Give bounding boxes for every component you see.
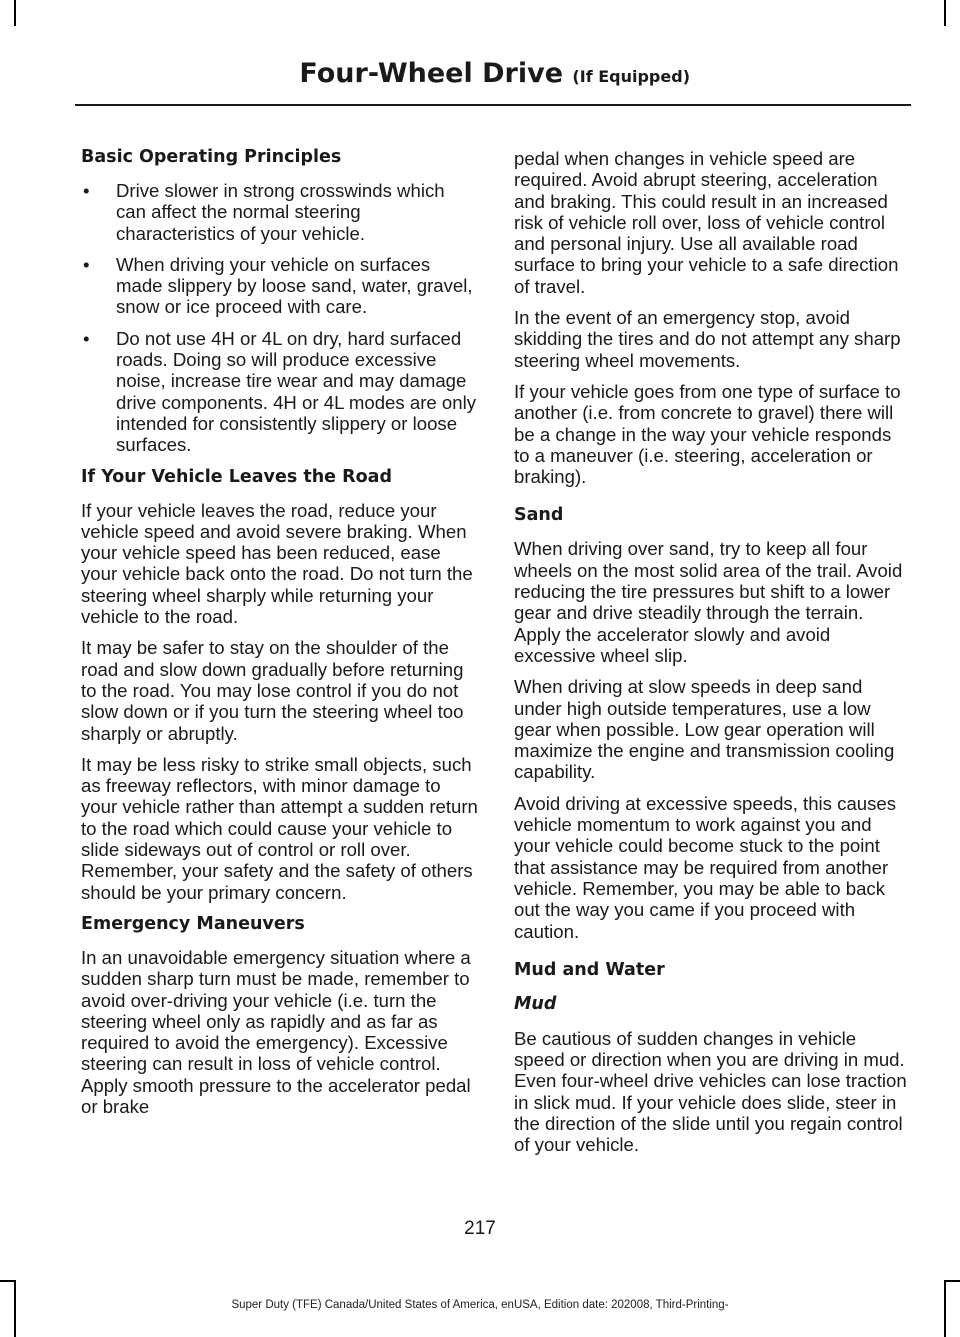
paragraph: It may be safer to stay on the shoulder of the road and slow down gradually before returning to the road. You may lose control if you do not slow down or if you turn the steering wheel too sharply or abruptly. [81,637,464,744]
header-subtitle: (If Equipped) [572,67,690,86]
bullet-icon: • [83,180,90,201]
crop-mark-bottom-right-horizontal [944,1280,960,1282]
list-item-text: Do not use 4H or 4L on dry, hard surfaced roads. Doing so will produce excessive noise, increase tire wear and may damage drive components. 4H or 4L modes are only intended for consistently slippery or loose surfaces. [116,327,477,456]
list-item-text: When driving your vehicle on surfaces made slippery by loose sand, water, gravel, snow or ice proceed with care. [116,253,473,318]
page-number: 217 [464,1218,496,1239]
right-column [514,148,908,1166]
paragraph: In an unavoidable emergency situation where a sudden sharp turn must be made, remember to avoid over-driving your vehicle (i.e. turn the steering wheel only as rapidly and as far as required to avoid the emergency). Excessive steering can result in loss of vehicle control. Apply smooth pressure to the accelerator pedal or brake [81,946,471,1117]
paragraph: If your vehicle leaves the road, reduce your vehicle speed and avoid severe braking. When your vehicle speed has been reduced, ease your vehicle back onto the road. Do not turn the steering wheel sharply while returning your vehicle to the road. [81,499,473,628]
paragraph: If your vehicle goes from one type of surface to another (i.e. from concrete to gravel) there will be a change in the way your vehicle responds to a maneuver (i.e. steering, acceleration or braking). [514,380,901,488]
bullet-icon: • [83,327,90,349]
header-title: Four-Wheel Drive [299,58,564,89]
principles-bullet-list [81,180,479,456]
list-item-text: Drive slower in strong crosswinds which can affect the normal steering characteristics of your vehicle. [116,180,445,244]
header-divider [75,104,911,106]
paragraph: In the event of an emergency stop, avoid skidding the tires and do not attempt any sharp steering wheel movements. [514,307,901,371]
bullet-icon: • [83,253,90,275]
paragraph: Avoid driving at excessive speeds, this causes vehicle momentum to work against you and your vehicle could become stuck to the point that assistance may be required from another vehicle. Remember, you may be able to back out the way you came if you proceed with caution. [514,792,897,942]
crop-mark-top-right-vertical [944,0,946,26]
paragraph: Be cautious of sudden changes in vehicle speed or direction when you are driving in mud. Even four-wheel drive vehicles can lose traction in slick mud. If your vehicle does slide, steer in the direction of the slide until you regain control of your vehicle. [514,1027,907,1156]
paragraph: When driving over sand, try to keep all four wheels on the most solid area of the trail. Avoid reducing the tire pressures but shift to a lower gear and drive steadily through the terrain. Apply the accelerator slowly and avoid excessive wheel slip. [514,538,903,666]
section-heading-emergency-maneuvers: Emergency Maneuvers [81,913,305,934]
page-header [299,58,690,89]
crop-mark-bottom-left-horizontal [0,1280,16,1282]
list-item [81,180,479,244]
paragraph: pedal when changes in vehicle speed are required. Avoid abrupt steering, acceleration and braking. This could result in an increased risk of vehicle roll over, loss of vehicle control and personal injury. Use all available road surface to bring your vehicle to a safe direction of travel. [514,148,899,297]
subheading-mud: Mud [514,993,557,1014]
paragraph: It may be less risky to strike small objects, such as freeway reflectors, with minor damage to your vehicle rather than attempt a sudden return to the road which could cause your vehicle to slide sideways out of control or roll over. Remember, your safety and the safety of others should be your primary concern. [81,753,478,903]
section-heading-leaves-road: If Your Vehicle Leaves the Road [81,466,392,487]
section-heading-mud-and-water: Mud and Water [514,959,665,980]
paragraph: When driving at slow speeds in deep sand under high outside temperatures, use a low gear when possible. Low gear operation will maximize the engine and transmission cooling capability. [514,676,895,783]
crop-mark-top-left-vertical [14,0,16,26]
section-heading-basic-operating-principles: Basic Operating Principles [81,147,342,167]
list-item [81,328,479,456]
section-heading-sand: Sand [514,505,564,526]
left-column [81,146,479,1127]
list-item [81,254,479,318]
footer-edition-info: Super Duty (TFE) Canada/United States of America, enUSA, Edition date: 202008, Third-Printing- [231,1299,729,1311]
